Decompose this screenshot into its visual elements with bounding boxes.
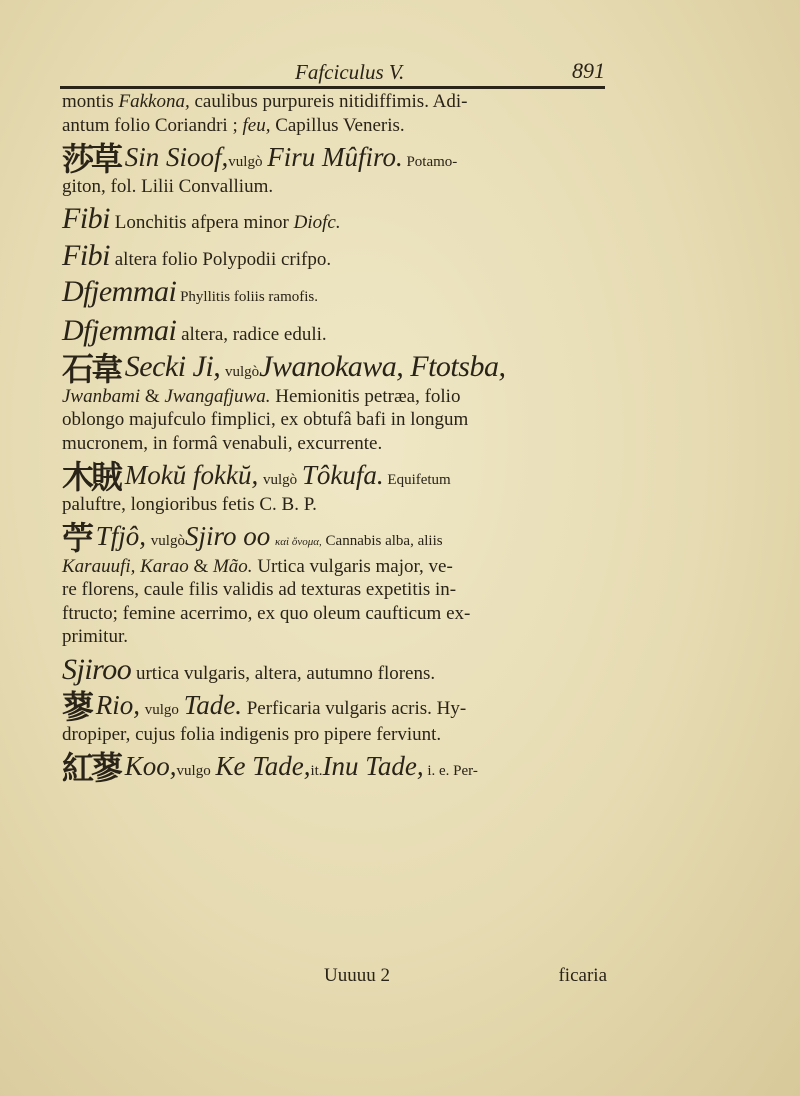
kanji-glyph: 蓼 [62,688,92,726]
entry-headword: Secki Ji, [124,350,221,383]
running-head: Fafciculus V. [295,60,405,84]
entry-headword: Fibi [62,238,110,272]
entry-sin-sioof: 莎草 Sin Sioof,vulgò Firu Mûfiro. Potamo- giton, fol. Lilii Convallium. [62,140,458,197]
entry-headword: Sjiroo [62,652,132,686]
page-number: 891 [572,58,605,83]
entry-headword: Dfjemmai [62,275,177,308]
header-rule [60,86,605,89]
entry-dfjemmai-2: Dfjemmai altera, radice eduli. [62,313,327,347]
entry-secki-ji: 石韋 Secki Ji, vulgòJwanokawa, Ftotsba, Jwanbami & Jwangafjuwa. Hemionitis petræa, folio oblongo majufculo fimplici, ex obtufâ bafi in longum mucronem, in formâ venabuli, excurrente. [62,350,506,454]
entry-headword: Sin Sioof, [124,142,229,172]
entry-tfjo: 苧 Tfjô, vulgòSjiro oo καὶ ὄνομα, Cannabis alba, aliis Karauufi, Karao & Mão. Urtica vulgaris major, ve- re florens, caule filis validis ad texturas expetitis in- ftructo; femine acerrimo, ex quo oleum caufticum ex- primitur. [62,519,471,647]
kanji-glyph: 石韋 [62,350,121,388]
entry-koo: 紅蓼 Koo,vulgo Ke Tade,it.Inu Tade, i. e. Per- [62,749,478,787]
page-body [62,90,602,787]
entry-headword: Dfjemmai [62,313,177,347]
entry-dfjemmai-1: Dfjemmai Phyllitis foliis ramofis. [62,275,319,308]
kanji-glyph: 紅蓼 [62,749,121,787]
entry-fibi-2: Fibi altera folio Polypodii crifpo. [62,238,332,272]
kanji-glyph: 莎草 [62,140,121,178]
entry-adiantum: montis Fakkona, caulibus purpureis nitidiffimis. Adi- antum folio Coriandri ; feu, Capillus Veneris. [62,91,468,136]
entry-sjiroo: Sjiroo urtica vulgaris, altera, autumno florens. [62,652,436,686]
entry-headword: Koo, [124,751,177,781]
kanji-glyph: 木賊 [62,458,121,496]
entry-fibi-1: Fibi Lonchitis afpera minor Diofc. [62,202,341,235]
entry-headword: Tfjô, [95,521,147,551]
entry-headword: Fibi [62,202,110,235]
entry-headword: Rio, [95,690,141,720]
signature-mark: Uuuuu 2 [324,965,390,986]
entry-rio: 蓼 Rio, vulgo Tade. Perficaria vulgaris acris. Hy- dropiper, cujus folia indigenis pro pipere ferviunt. [62,688,467,745]
catchword: ficaria [558,965,607,986]
entry-mokku: 木賊 Mokŭ fokkŭ, vulgò Tôkufa. Equifetum paluftre, longioribus fetis C. B. P. [62,458,451,515]
kanji-glyph: 苧 [62,519,92,557]
page-header [60,54,605,84]
entry-headword: Mokŭ fokkŭ, [124,460,259,490]
